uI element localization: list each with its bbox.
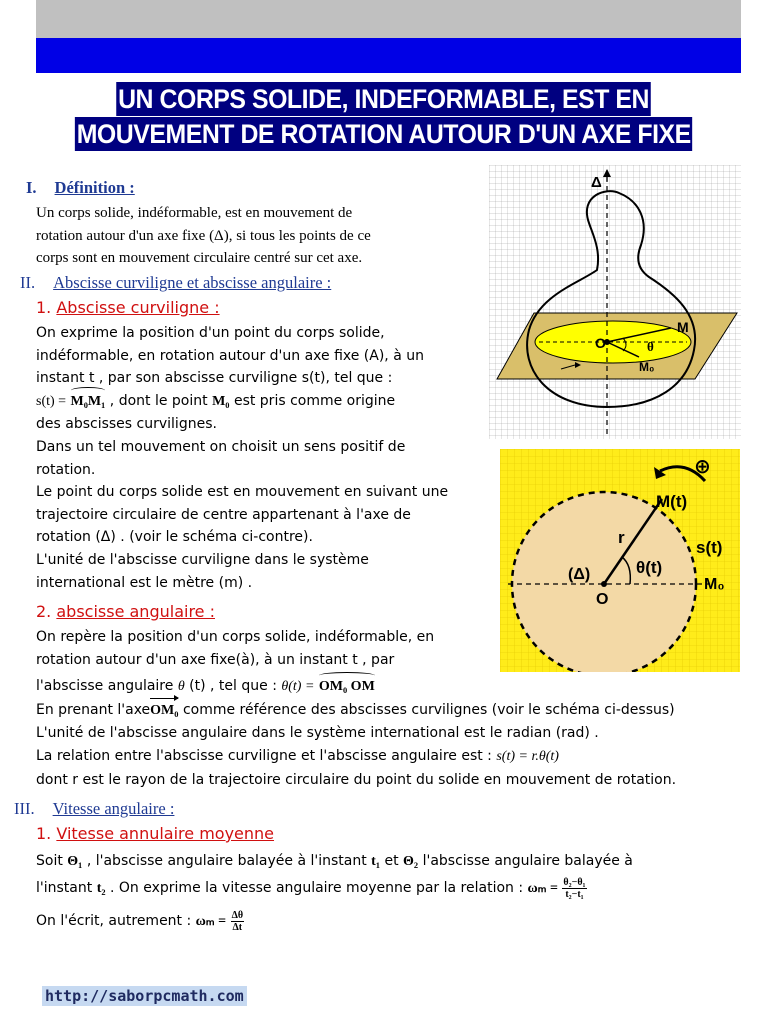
section-1-heading: I. Définition : [26, 178, 135, 197]
svg-text:O: O [596, 591, 609, 608]
svg-text:Δ: Δ [591, 174, 602, 191]
fraction-vitesse-moyenne: $\frac{\text{θ₂−θ₁}}{\text{t₂−t₁}}$ [563, 876, 586, 900]
figure-circle-trajectory [500, 449, 740, 672]
title-line-2: MOUVEMENT DE ROTATION AUTOUR D'UN AXE FIXE [76, 119, 692, 149]
svg-text:O: O [595, 335, 606, 351]
abscisse-angulaire-text: On repère la position d'un corps solide, indéformable, en rotation autour d'un axe fixe(à), à un instant t , par l'abscisse angulaire θ (t) , tel que : θ(t) = OM₀ OM En prenant l'axeOM₀ comme référence des abscisses curvilignes (voir le schéma ci-dessus) L'unité de l'abscisse angulaire dans le système international est le radian (rad) . La relation entre l'abscisse curviligne et l'abscisse angulaire est : s(t) = r.θ(t) dont r est le rayon de la trajectoire circulaire du point du solide en mouvement de rotation. [36, 629, 677, 788]
svg-text:s(t): s(t) [696, 538, 723, 557]
abscisse-curviligne-text: On exprime la position d'un point du corps solide, indéformable, en rotation autour d'un axe fixe (A), à un instant t , par son abscisse curviligne s(t), tel que : s(t) = M₀M₁ , dont le point M₀ est pris comme origine des abscisses curvilignes. Dans un tel mouvement on choisit un sens positif de rotation. Le point du corps solide est en mouvement en suivant une trajectoire circulaire de centre appartenant à l'axe de rotation (Δ) . (voir le schéma ci-contre). L'unité de l'abscisse curviligne dans le système international est le mètre (m) . [36, 325, 449, 591]
svg-text:M₀: M₀ [704, 576, 725, 593]
top-gray-band [36, 0, 741, 38]
footer-link[interactable]: http://saborpcmath.com [42, 986, 247, 1006]
title-line-1: UN CORPS SOLIDE, INDEFORMABLE, EST EN [118, 84, 650, 114]
svg-text:M₀: M₀ [639, 360, 655, 374]
subsection-vitesse-moyenne: 1. Vitesse annulaire moyenne [36, 824, 275, 843]
definition-text: Un corps solide, indéformable, est en mouvement de rotation autour d'un axe fixe (Δ), si tous les points de ce corps sont en mouvement circulaire centré sur cet axe. [36, 205, 371, 267]
fraction-delta: $\frac{\Delta\theta}{\Delta t}$ [231, 909, 244, 933]
svg-text:θ(t): θ(t) [636, 558, 663, 577]
svg-text:θ: θ [647, 339, 654, 354]
svg-text:(Δ): (Δ) [568, 566, 591, 583]
subsection-abscisse-curviligne: 1. Abscisse curviligne : [36, 298, 220, 317]
section-3-heading: III. Vitesse angulaire : [14, 799, 175, 818]
svg-text:⊕: ⊕ [694, 454, 711, 478]
top-blue-band [36, 38, 741, 73]
vitesse-moyenne-text: Soit Θ₁ , l'abscisse angulaire balayée à l'instant t₁ et Θ₂ l'abscisse angulaire balayée à l'instant t₂ . On exprime la vitesse angulaire moyenne par la relation : ωₘ = $\frac{\text{θ₂−θ₁}}{\text{t₂−t₁}}$ On l'écrit, autrement : ωₘ = $\frac{\Delta\theta}{\Delta t}$ [36, 853, 633, 933]
svg-text:M(t): M(t) [656, 492, 688, 511]
subsection-abscisse-angulaire: 2. abscisse angulaire : [36, 602, 215, 621]
section-2-heading: II. Abscisse curviligne et abscisse angulaire : [20, 273, 332, 292]
figure-solid-rotation [489, 165, 741, 439]
svg-text:M: M [677, 319, 689, 335]
svg-text:r: r [618, 528, 625, 547]
